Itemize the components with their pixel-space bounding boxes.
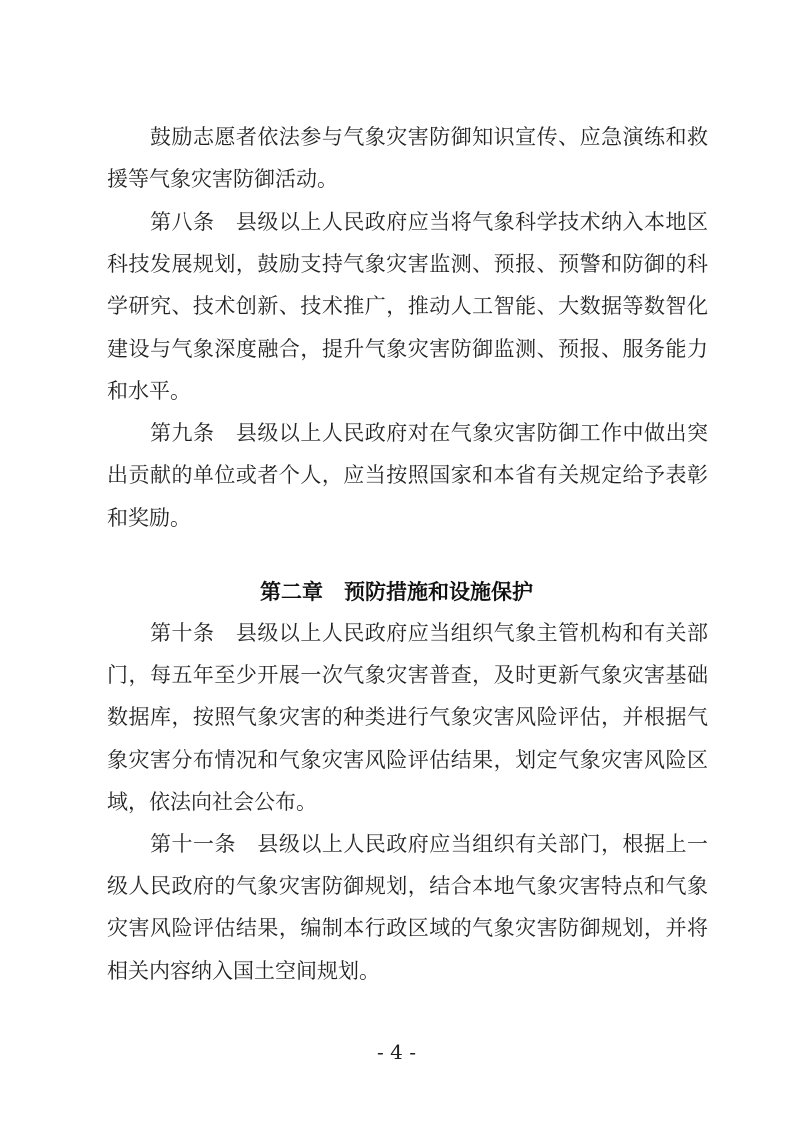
text-line: 数据库，按照气象灾害的种类进行气象灾害风险评估，并根据气	[107, 705, 708, 729]
text-line: 象灾害分布情况和气象灾害风险评估结果，划定气象灾害风险区	[107, 748, 708, 772]
text-line: 鼓励志愿者依法参与气象灾害防御知识宣传、应急演练和救	[150, 125, 708, 149]
text-line: 建设与气象深度融合，提升气象灾害防御监测、预报、服务能力	[107, 337, 708, 361]
page-number: - 4 -	[377, 1040, 416, 1064]
text-line: 第十一条 县级以上人民政府应当组织有关部门，根据上一	[150, 832, 708, 856]
text-line: 科技发展规划，鼓励支持气象灾害监测、预报、预警和防御的科	[107, 252, 708, 276]
text-line: 出贡献的单位或者个人，应当按照国家和本省有关规定给予表彰	[107, 463, 708, 487]
text-line: 门，每五年至少开展一次气象灾害普查，及时更新气象灾害基础	[107, 663, 708, 687]
text-line: 援等气象灾害防御活动。	[107, 167, 338, 191]
text-line: 相关内容纳入国土空间规划。	[107, 959, 380, 983]
chapter-heading: 第二章 预防措施和设施保护	[260, 580, 533, 604]
text-line: 灾害风险评估结果，编制本行政区域的气象灾害防御规划，并将	[107, 916, 708, 940]
text-line: 域，依法向社会公布。	[107, 790, 317, 814]
text-line: 和奖励。	[107, 506, 191, 530]
text-line: 第十条 县级以上人民政府应当组织气象主管机构和有关部	[150, 621, 708, 645]
text-line: 第八条 县级以上人民政府应当将气象科学技术纳入本地区	[150, 210, 708, 234]
text-line: 和水平。	[107, 379, 191, 403]
text-line: 第九条 县级以上人民政府对在气象灾害防御工作中做出突	[150, 421, 708, 445]
text-line: 学研究、技术创新、技术推广，推动人工智能、大数据等数智化	[107, 294, 708, 318]
text-line: 级人民政府的气象灾害防御规划，结合本地气象灾害特点和气象	[107, 874, 708, 898]
